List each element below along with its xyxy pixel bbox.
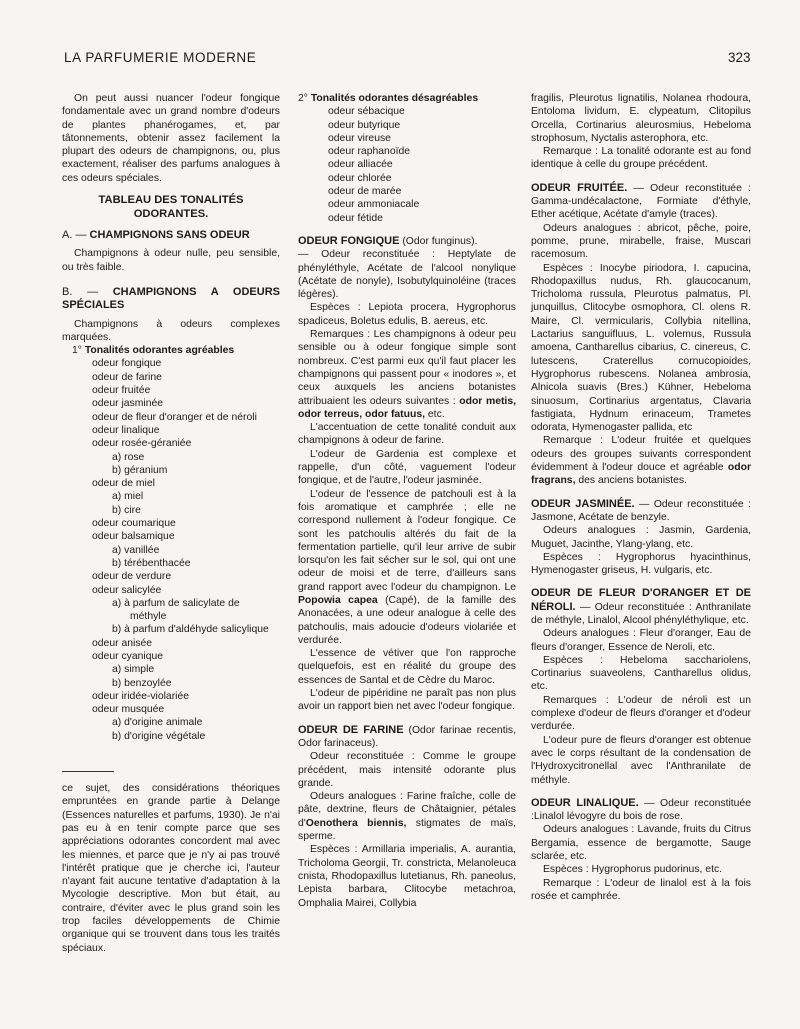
sub-item: a) vanillée <box>112 544 160 556</box>
paragraph: L'odeur de Gardenia est complexe et rappelle, d'un côté, vaguement l'odeur fongique, et de l'autre, l'odeur jasminée. <box>298 448 516 487</box>
paragraph: Espèces : Hygrophorus pudorinus, etc. <box>543 864 723 876</box>
desagreable-title: Tonalités odorantes désagréables <box>310 93 479 104</box>
sub-item: a) simple <box>112 664 155 676</box>
text-run: Remarque : L'odeur fruitée et quelques odeurs des groupes suivants correspondent évidemment à l'odeur douce et agréable <box>531 435 751 474</box>
sub-item: a) à parfum de salicylate de <box>112 597 240 609</box>
bold-run: odor fragrans, <box>531 462 751 487</box>
list-item: odeur iridée-violariée <box>92 690 190 702</box>
list-item: odeur de miel <box>92 478 155 490</box>
paragraph: L'essence de vétiver que l'on rapproche quelquefois, est en réalité du groupe des essences de Santal et de Cèdre du Maroc. <box>298 648 516 686</box>
paragraph <box>298 790 516 843</box>
list-item: odeur vireuse <box>328 132 391 144</box>
text-run: — Odeur reconstituée : Jasmone, Acétate de benzyle. <box>531 498 752 523</box>
list-item: odeur cyanique <box>92 650 164 662</box>
text-run: Odeurs analogues : Farine fraîche, colle de pâte, dextrine, fleurs de Châtaignier, pétales d' <box>298 791 516 829</box>
list-item: odeur ammoniacale <box>328 199 420 211</box>
list-item: odeur salicylée <box>92 584 162 596</box>
paragraph: Odeurs analogues : abricot, pêche, poire, pomme, prune, mirabelle, fraise, Muscari racemosum. <box>531 222 751 261</box>
linalique-heading <box>531 797 751 824</box>
list-item: odeur alliacée <box>328 159 393 171</box>
column-middle <box>298 92 516 910</box>
jasmin-heading <box>531 498 751 525</box>
desagreable-heading <box>298 92 516 105</box>
text-run: (Capé), de la famille des Anonacées, a une odeur analogue à celle des patchoulis, mais adoucie d'odeurs violariée et verdurée. <box>298 594 516 646</box>
sub-item: b) géranium <box>112 464 168 476</box>
fongique-latin: (Odor funginus). <box>399 235 478 247</box>
list-item: odeur de fleur d'oranger et de néroli <box>92 411 257 423</box>
list-item: odeur fongique <box>92 358 162 370</box>
text-run: Remarques : Les champignons à odeur peu sensible ou à odeur fongique simple sont nombreux. C'est parmi eux qu'il faut placer les champignons qui passent pour « inodores », et ceux auxquels les anciens botanistes attribuaient les odeurs suivantes : <box>298 329 516 407</box>
sub-item-cont: méthyle <box>130 611 167 623</box>
desagreable-number: 2° <box>298 93 308 104</box>
text-run: — Odeur reconstituée : Anthranilate de méthyle, Linalol, Alcool phényléthylique, etc. <box>531 601 751 626</box>
list-item: odeur raphanoïde <box>328 146 411 158</box>
page-number: 323 <box>728 50 751 65</box>
paragraph: Odeur reconstituée : Comme le groupe précédent, mais intensité odorante plus grande. <box>298 751 516 789</box>
text-run: des anciens botanistes. <box>575 475 687 487</box>
list-item: odeur musquée <box>92 704 165 716</box>
paragraph: Espèces : Armillaria imperialis, A. aurantia, Tricholoma Georgii, Tr. constricta, Melanoleuca cnista, Rhodopaxillus lutetianus, Rh. paneolus, Lepista barbara, Clitocybe metachroa, Omphalia Mairei, Collybia <box>298 844 516 909</box>
agreable-heading <box>62 344 280 357</box>
sub-item: b) cire <box>112 504 141 516</box>
bold-run: Popowia capea <box>298 594 378 606</box>
section-b-title: CHAMPIGNONS A ODEURS SPÉCIALES <box>62 285 280 312</box>
bold-run: odor metis, odor terreus, odor fatuus, <box>298 395 516 420</box>
paragraph: Odeurs analogues : Lavande, fruits du Citrus Bergamia, essence de bergamotte, Sauge sclarée, etc. <box>531 824 751 863</box>
text-run: etc. <box>425 408 445 420</box>
list-item: odeur de farine <box>92 371 162 383</box>
sub-item: a) rose <box>112 451 145 463</box>
column-left <box>62 92 280 955</box>
text-run: stigmates de maïs, sperme. <box>298 817 517 843</box>
section-a-title: CHAMPIGNONS SANS ODEUR <box>89 229 250 242</box>
farine-latin: (Odor farinae recentis, Odor farinaceus). <box>298 724 516 749</box>
column-right <box>531 92 751 903</box>
fruitee-title: ODEUR FRUITÉE. <box>531 181 628 194</box>
farine-heading <box>298 724 516 751</box>
list-item: odeur de marée <box>328 186 402 198</box>
list-item: odeur rosée-géraniée <box>92 438 192 450</box>
sub-item: b) térébenthacée <box>112 557 191 569</box>
list-item: odeur fétide <box>328 212 383 224</box>
paragraph: Espèces : Inocybe piriodora, I. capucina, Rhodopaxillus nudus, Rh. glaucocanum, Tricholoma russula, Pleurotus palmatus, Pl. junquillus, Clitocybe osmophora, Cl. olens R. Maire, Cl. vermicularis, Collybia nitellina, Lactarius sanguifluus, L. volemus, Russula amoena, Cantharellus cibarius, C. cinereus, C. lutescens, Craterellus cornucopioides, Hygrophorus rubescens. Nolanea ambrosia, Alnicola suavis (Bres.) Kühner, Hebeloma sinuosum, Cortinarius argentatus, Clavaria fastigiata, Hydnum erinaceum, Trametes odorata, Hymenogaster pallida, etc <box>531 262 751 434</box>
paragraph: L'odeur pure de fleurs d'oranger est obtenue avec le corps résultant de la condensation de l'Hydroxycitronellal avec l'Anthranilate de méthyle. <box>531 734 751 786</box>
text-run: — Odeur reconstituée : Gamma-undécalactone, Formiate d'éthyle, Ether acétique, Acétate d'amyle (traces). <box>531 182 751 221</box>
section-b-text: Champignons à odeurs complexes marquées. <box>62 318 280 343</box>
text-run: — Odeur reconstituée :Linalol lévogyre du bois de rose. <box>531 797 751 823</box>
section-b-heading <box>62 286 280 313</box>
text-run: L'odeur de l'essence de patchouli est à la fois aromatique et camphrée ; elle ne correspond nullement à l'odeur fongique. Ce sont les patchoulis altérés du fait de la fermentation partielle, qu'il leur arrive de subir lorsqu'on les fait sécher sur le sol, qui ont une odeur de moisi et de terre, d'ailleurs sans grand rapport avec l'odeur du champignon. Le <box>298 488 516 593</box>
paragraph: Remarque : L'odeur de linalol est à la fois rosée et camphrée. <box>531 877 751 902</box>
list-item: odeur fruitée <box>92 385 151 397</box>
paragraph: Odeurs analogues : Jasmin, Gardenia, Muguet, Jacinthe, Ylang-ylang, etc. <box>531 525 751 550</box>
paragraph: L'odeur de pipéridine ne paraît pas non plus avoir un rapport bien net avec l'odeur fongique. <box>298 688 516 713</box>
agreable-title: Tonalités odorantes agréables <box>84 345 235 357</box>
list-item: odeur anisée <box>92 637 153 649</box>
paragraph: Espèces : Lepiota procera, Hygrophorus spadiceus, Boletus edulis, B. aereus, etc. <box>298 302 516 327</box>
oranger-title: ODEUR DE FLEUR D'ORANGER ET DE NÉROLI. <box>531 587 751 613</box>
sub-item: b) à parfum d'aldéhyde salicylique <box>112 624 269 636</box>
list-item: odeur linalique <box>92 424 160 436</box>
paragraph: Espèces : Hygrophorus hyacinthinus, Hymenogaster griseus, H. vulgaris, etc. <box>531 551 751 577</box>
paragraph: Espèces : Hebeloma sacchariolens, Cortinarius suaveolens, Cantharellus olidus, etc. <box>531 654 751 693</box>
footnote-rule <box>62 771 114 772</box>
section-a-text: Champignons à odeur nulle, peu sensible, ou très faible. <box>62 248 280 273</box>
sub-item: b) benzoylée <box>112 677 172 689</box>
list-item: odeur balsamique <box>92 531 175 543</box>
footnote-text: ce sujet, des considérations théoriques empruntées en grande partie à Delange (Essences naturelles et parfums, 1930). Je n'ai pas eu à en tenir compte parce que ses appréciations odorantes concordent mal avec les miennes, et parce que je n'y ai pas trouvé l'intérêt pratique que je cherche ici, l'auteur n'ayant fait aucune tentative d'adaptation à la Mycologie descriptive. Mon but était, au contraire, d'éviter avec le plus grand soin les trop faciles développements de Chimie organique qui se trouvent dans tous les traités spéciaux. <box>62 783 280 954</box>
list-item: odeur chlorée <box>328 172 392 184</box>
paragraph <box>298 328 516 421</box>
paragraph: Remarque : La tonalité odorante est au fond identique à celle du groupe précédent. <box>531 146 751 171</box>
bold-run: Oenothera biennis, <box>305 817 407 829</box>
paragraph: Odeurs analogues : Fleur d'oranger, Eau de fleurs d'oranger, Essence de Neroli, etc. <box>531 628 751 653</box>
paragraph <box>531 434 751 487</box>
list-item: odeur jasminée <box>92 398 164 410</box>
list-item: odeur butyrique <box>328 119 401 131</box>
linalique-title: ODEUR LINALIQUE. <box>531 796 639 809</box>
fruitee-heading <box>531 182 751 222</box>
section-a-heading <box>62 229 280 242</box>
running-header: LA PARFUMERIE MODERNE <box>64 50 257 65</box>
farine-title: ODEUR DE FARINE <box>298 723 404 736</box>
intro-paragraph: On peut aussi nuancer l'odeur fongique fondamentale avec un grand nombre d'odeurs de plantes phanérogames, et, par tâtonnements, obtenir assez facilement la plupart des odeurs de champignons, ou, plus exactement, réaliser des parfums analogues à ces odeurs spéciales. <box>62 93 280 184</box>
paragraph: Remarques : L'odeur de néroli est un complexe d'odeur de fleurs d'oranger et d'odeur verdurée. <box>531 694 751 733</box>
section-a-label: A. — <box>62 229 87 242</box>
sub-item: b) d'origine végétale <box>112 730 206 742</box>
list-item: odeur coumarique <box>92 518 176 530</box>
jasmin-title: ODEUR JASMINÉE. <box>531 497 635 510</box>
list-item: odeur de verdure <box>92 571 172 583</box>
tableau-title: TABLEAU DES TONALITÉS ODORANTES. <box>98 194 244 221</box>
sub-item: a) d'origine animale <box>112 717 203 729</box>
sub-item: a) miel <box>112 491 144 503</box>
paragraph <box>298 488 516 648</box>
paragraph: fragilis, Pleurotus lignatilis, Nolanea rhodoura, Entoloma lividum, E. clypeatum, Clitopilus Orcella, Cortinarius aleurosmius, Hebeloma strophosum, Nyctalis asterophora, etc. <box>531 93 751 144</box>
paragraph: L'accentuation de cette tonalité conduit aux champignons à odeur de farine. <box>298 422 516 447</box>
list-item: odeur sébacique <box>328 106 405 118</box>
paragraph: — Odeur reconstituée : Heptylate de phényléthyle, Acétate de l'alcool nonylique (Acétate de nonyle), Isobutylquinoléine (traces légères). <box>298 249 516 301</box>
fongique-heading <box>298 235 516 248</box>
agreable-number: 1° <box>72 345 82 357</box>
oranger-heading <box>531 587 751 627</box>
section-b-label: B. — <box>62 285 99 298</box>
fongique-title: ODEUR FONGIQUE <box>298 234 400 247</box>
